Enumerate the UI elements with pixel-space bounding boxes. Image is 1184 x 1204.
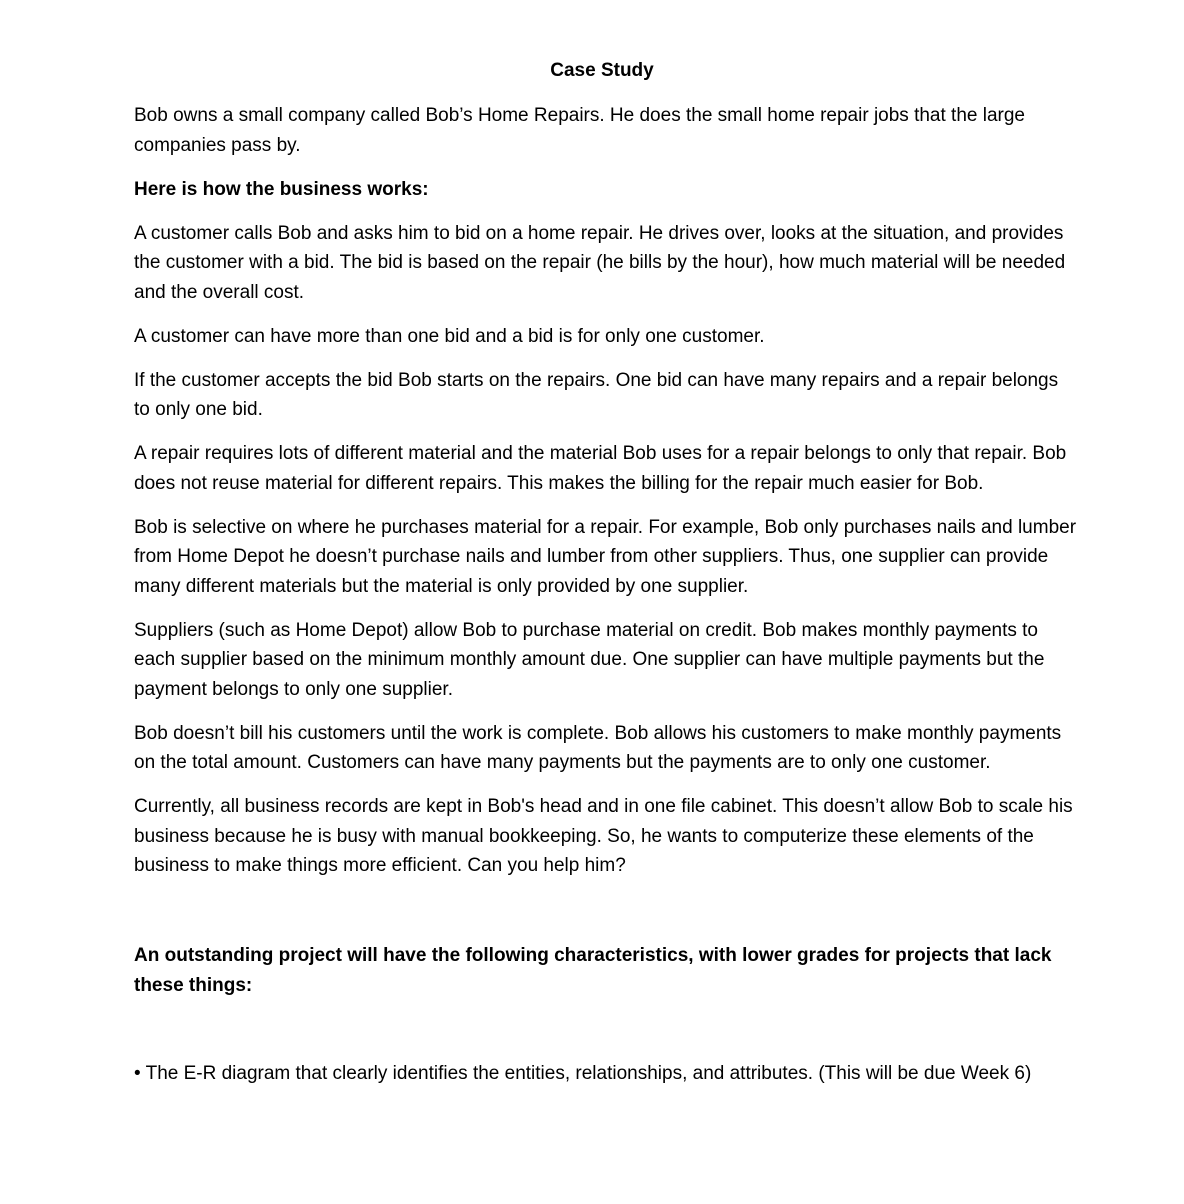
characteristics-heading: An outstanding project will have the following characteristics, with lower grades for projects that lack these things: — [134, 945, 1052, 996]
document-title: Case Study — [550, 60, 654, 81]
paragraph-intro: Bob owns a small company called Bob’s Home Repairs. He does the small home repair jobs that the large companies pass by. — [134, 105, 1025, 156]
spacer — [134, 895, 1079, 941]
paragraph-supplier-payments: Suppliers (such as Home Depot) allow Bob to purchase material on credit. Bob makes monthly payments to each supplier based on the minimum monthly amount due. One supplier can have multiple payments but the payment belongs to only one supplier. — [134, 619, 1045, 700]
bullet-item: • The E-R diagram that clearly identifies the entities, relationships, and attributes. (This will be due Week 6) — [134, 1062, 1032, 1084]
document-body — [134, 101, 1079, 1103]
paragraph-current-records: Currently, all business records are kept in Bob's head and in one file cabinet. This doesn’t allow Bob to scale his business because he is busy with manual bookkeeping. So, he wants to computerize these elements of the business to make things more efficient. Can you help him? — [134, 796, 1073, 876]
spacer — [134, 1015, 1079, 1059]
paragraph-bid-repairs: If the customer accepts the bid Bob starts on the repairs. One bid can have many repairs and a repair belongs to only one bid. — [134, 369, 1059, 420]
paragraph-repair-material: A repair requires lots of different material and the material Bob uses for a repair belongs to only that repair. Bob does not reuse material for different repairs. This makes the billing for the repair much easier for Bob. — [134, 443, 1067, 494]
paragraph-customer-payments: Bob doesn’t bill his customers until the work is complete. Bob allows his customers to make monthly payments on the total amount. Customers can have many payments but the payments are to only one customer. — [134, 722, 1062, 773]
paragraph-bid-process: A customer calls Bob and asks him to bid on a home repair. He drives over, looks at the situation, and provides the customer with a bid. The bid is based on the repair (he bills by the hour), how much material will be needed and the overall cost. — [134, 222, 1066, 303]
section-heading-business: Here is how the business works: — [134, 178, 429, 200]
paragraph-suppliers: Bob is selective on where he purchases material for a repair. For example, Bob only purchases nails and lumber from Home Depot he doesn’t purchase nails and lumber from other suppliers. Thus, one supplier can provide many different materials but the material is only provided by one supplier. — [134, 516, 1077, 597]
paragraph-customer-bid: A customer can have more than one bid and a bid is for only one customer. — [134, 325, 765, 347]
